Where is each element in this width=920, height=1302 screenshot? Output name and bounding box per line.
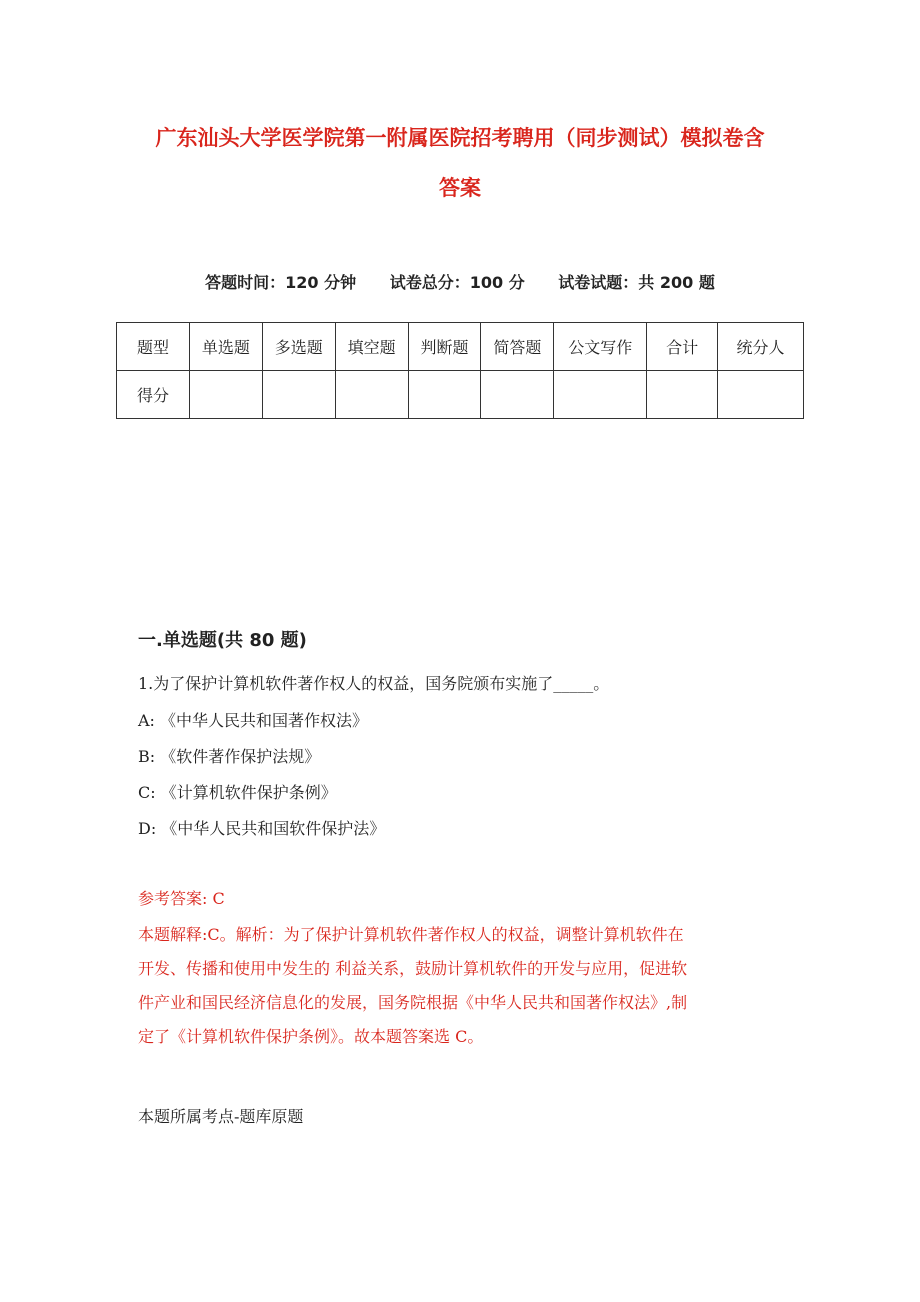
option-b: B: 《软件著作保护法规》: [138, 747, 321, 766]
score-table-score-row: [117, 371, 804, 419]
answer-explanation: [138, 918, 788, 1054]
option-d: D: 《中华人民共和国软件保护法》: [138, 819, 386, 838]
score-cell: [481, 371, 554, 419]
header-cell: 公文写作: [554, 323, 647, 371]
option-c: C: 《计算机软件保护条例》: [138, 783, 337, 802]
reference-answer: 参考答案: C: [138, 889, 225, 908]
header-cell: 统分人: [718, 323, 804, 371]
exam-total-score: 试卷总分：100 分: [389, 273, 525, 292]
score-cell: [408, 371, 481, 419]
score-table: [116, 322, 804, 419]
section-heading: 一.单选题(共 80 题): [138, 630, 307, 651]
score-cell: [718, 371, 804, 419]
score-cell: [554, 371, 647, 419]
header-cell: 题型: [117, 323, 190, 371]
exam-time: 答题时间：120 分钟: [205, 273, 357, 292]
exam-meta: [0, 270, 920, 293]
explanation-line: 定了《计算机软件保护条例》。故本题答案选 C。: [138, 1027, 484, 1046]
explanation-line: 件产业和国民经济信息化的发展，国务院根据《中华人民共和国著作权法》,制: [138, 993, 688, 1012]
header-cell: 判断题: [408, 323, 481, 371]
score-cell: [335, 371, 408, 419]
score-table-header-row: [117, 323, 804, 371]
question-source: 本题所属考点-题库原题: [138, 1107, 304, 1126]
header-cell: 单选题: [189, 323, 262, 371]
score-cell: [262, 371, 335, 419]
question-stem: 1.为了保护计算机软件著作权人的权益，国务院颁布实施了_____。: [138, 674, 610, 693]
header-cell: 合计: [647, 323, 718, 371]
exam-question-count: 试卷试题：共 200 题: [558, 273, 715, 292]
page-title: 广东汕头大学医学院第一附属医院招考聘用（同步测试）模拟卷含: [155, 126, 765, 150]
score-row-label: 得分: [117, 371, 190, 419]
page-title-continuation: 答案: [439, 176, 481, 200]
explanation-line: 本题解释:C。解析：为了保护计算机软件著作权人的权益，调整计算机软件在: [138, 925, 684, 944]
header-cell: 填空题: [335, 323, 408, 371]
score-cell: [647, 371, 718, 419]
option-a: A: 《中华人民共和国著作权法》: [138, 711, 369, 730]
explanation-line: 开发、传播和使用中发生的 利益关系，鼓励计算机软件的开发与应用，促进软: [138, 959, 688, 978]
score-cell: [189, 371, 262, 419]
header-cell: 多选题: [262, 323, 335, 371]
header-cell: 简答题: [481, 323, 554, 371]
